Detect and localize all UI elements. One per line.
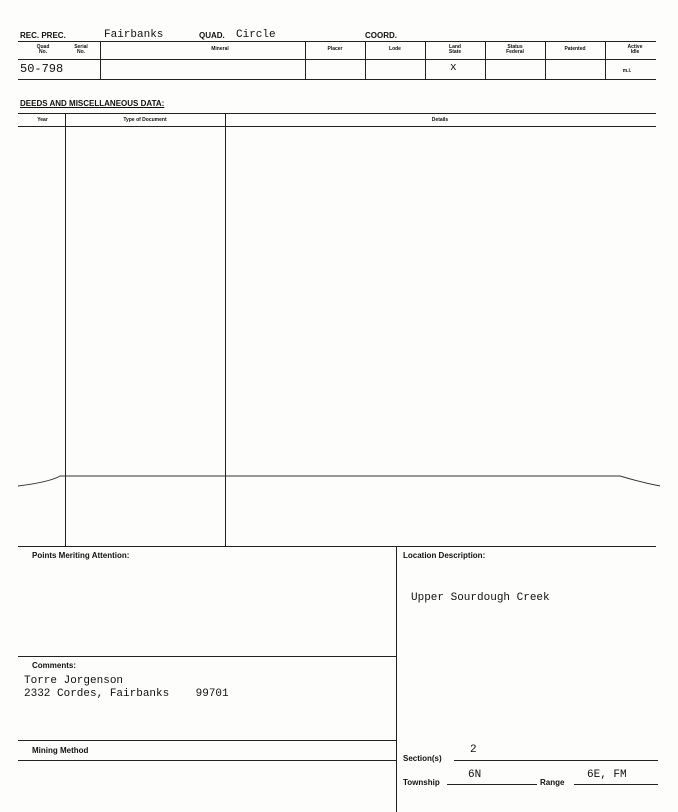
mining-method-rule (18, 740, 396, 741)
col-status-federal: Status Federal (506, 44, 524, 55)
section-underline (454, 760, 658, 761)
table-rule-bottom (18, 79, 656, 80)
comments-line-2: 2332 Cordes, Fairbanks 99701 (24, 688, 229, 700)
table-divider (485, 41, 486, 79)
mining-method-underline (18, 760, 396, 761)
table-divider (365, 41, 366, 79)
col-details: Details (431, 117, 449, 123)
page-join-curve (0, 470, 678, 510)
table-rule-top (18, 41, 656, 42)
col-patented: Patented (564, 46, 586, 52)
col-lode: Lode (389, 46, 401, 52)
col-type-of-document: Type of Document (123, 117, 167, 123)
section-label: Section(s) (403, 754, 442, 763)
section-value: 2 (470, 744, 477, 756)
range-label: Range (540, 778, 565, 787)
table-rule-header (18, 59, 656, 60)
active-idle-mark: m.i. (622, 68, 632, 74)
land-state-mark: x (450, 62, 457, 74)
township-underline (447, 784, 537, 785)
claim-table (0, 0, 678, 100)
col-land-state: Land State (448, 44, 462, 55)
quad-no-value: 50-798 (20, 62, 64, 76)
col-quad-no: Quad No. (36, 44, 50, 55)
table-divider (545, 41, 546, 79)
range-underline (574, 784, 658, 785)
lower-panel-divider (396, 546, 397, 812)
deeds-rule-bottom (18, 546, 656, 547)
deeds-section-title: DEEDS AND MISCELLANEOUS DATA: (20, 99, 165, 108)
col-serial-no: Serial No. (74, 44, 88, 55)
deeds-rule-header (18, 126, 656, 127)
quad-value: Circle (236, 29, 276, 41)
col-year: Year (37, 117, 48, 123)
location-description-value: Upper Sourdough Creek (411, 592, 550, 604)
table-divider (100, 41, 101, 79)
township-label: Township (403, 778, 440, 787)
comments-label: Comments: (32, 661, 77, 670)
table-divider (425, 41, 426, 79)
col-active-idle: Active Idle (627, 44, 643, 55)
rec-prec-label: REC. PREC. (20, 31, 66, 40)
points-meriting-attention-label: Points Meriting Attention: (32, 551, 130, 560)
table-divider (605, 41, 606, 79)
table-divider (305, 41, 306, 79)
mining-method-label: Mining Method (32, 746, 89, 755)
comments-line-1: Torre Jorgenson (24, 675, 124, 687)
col-placer: Placer (327, 46, 343, 52)
col-mineral: Mineral (211, 46, 229, 52)
comments-rule (18, 656, 396, 657)
township-value: 6N (468, 769, 482, 781)
range-value: 6E, FM (587, 769, 627, 781)
location-description-label: Location Description: (403, 551, 486, 560)
rec-prec-value: Fairbanks (104, 29, 164, 41)
deeds-rule-top (18, 113, 656, 114)
coord-label: COORD. (365, 31, 397, 40)
quad-label: QUAD. (199, 31, 225, 40)
